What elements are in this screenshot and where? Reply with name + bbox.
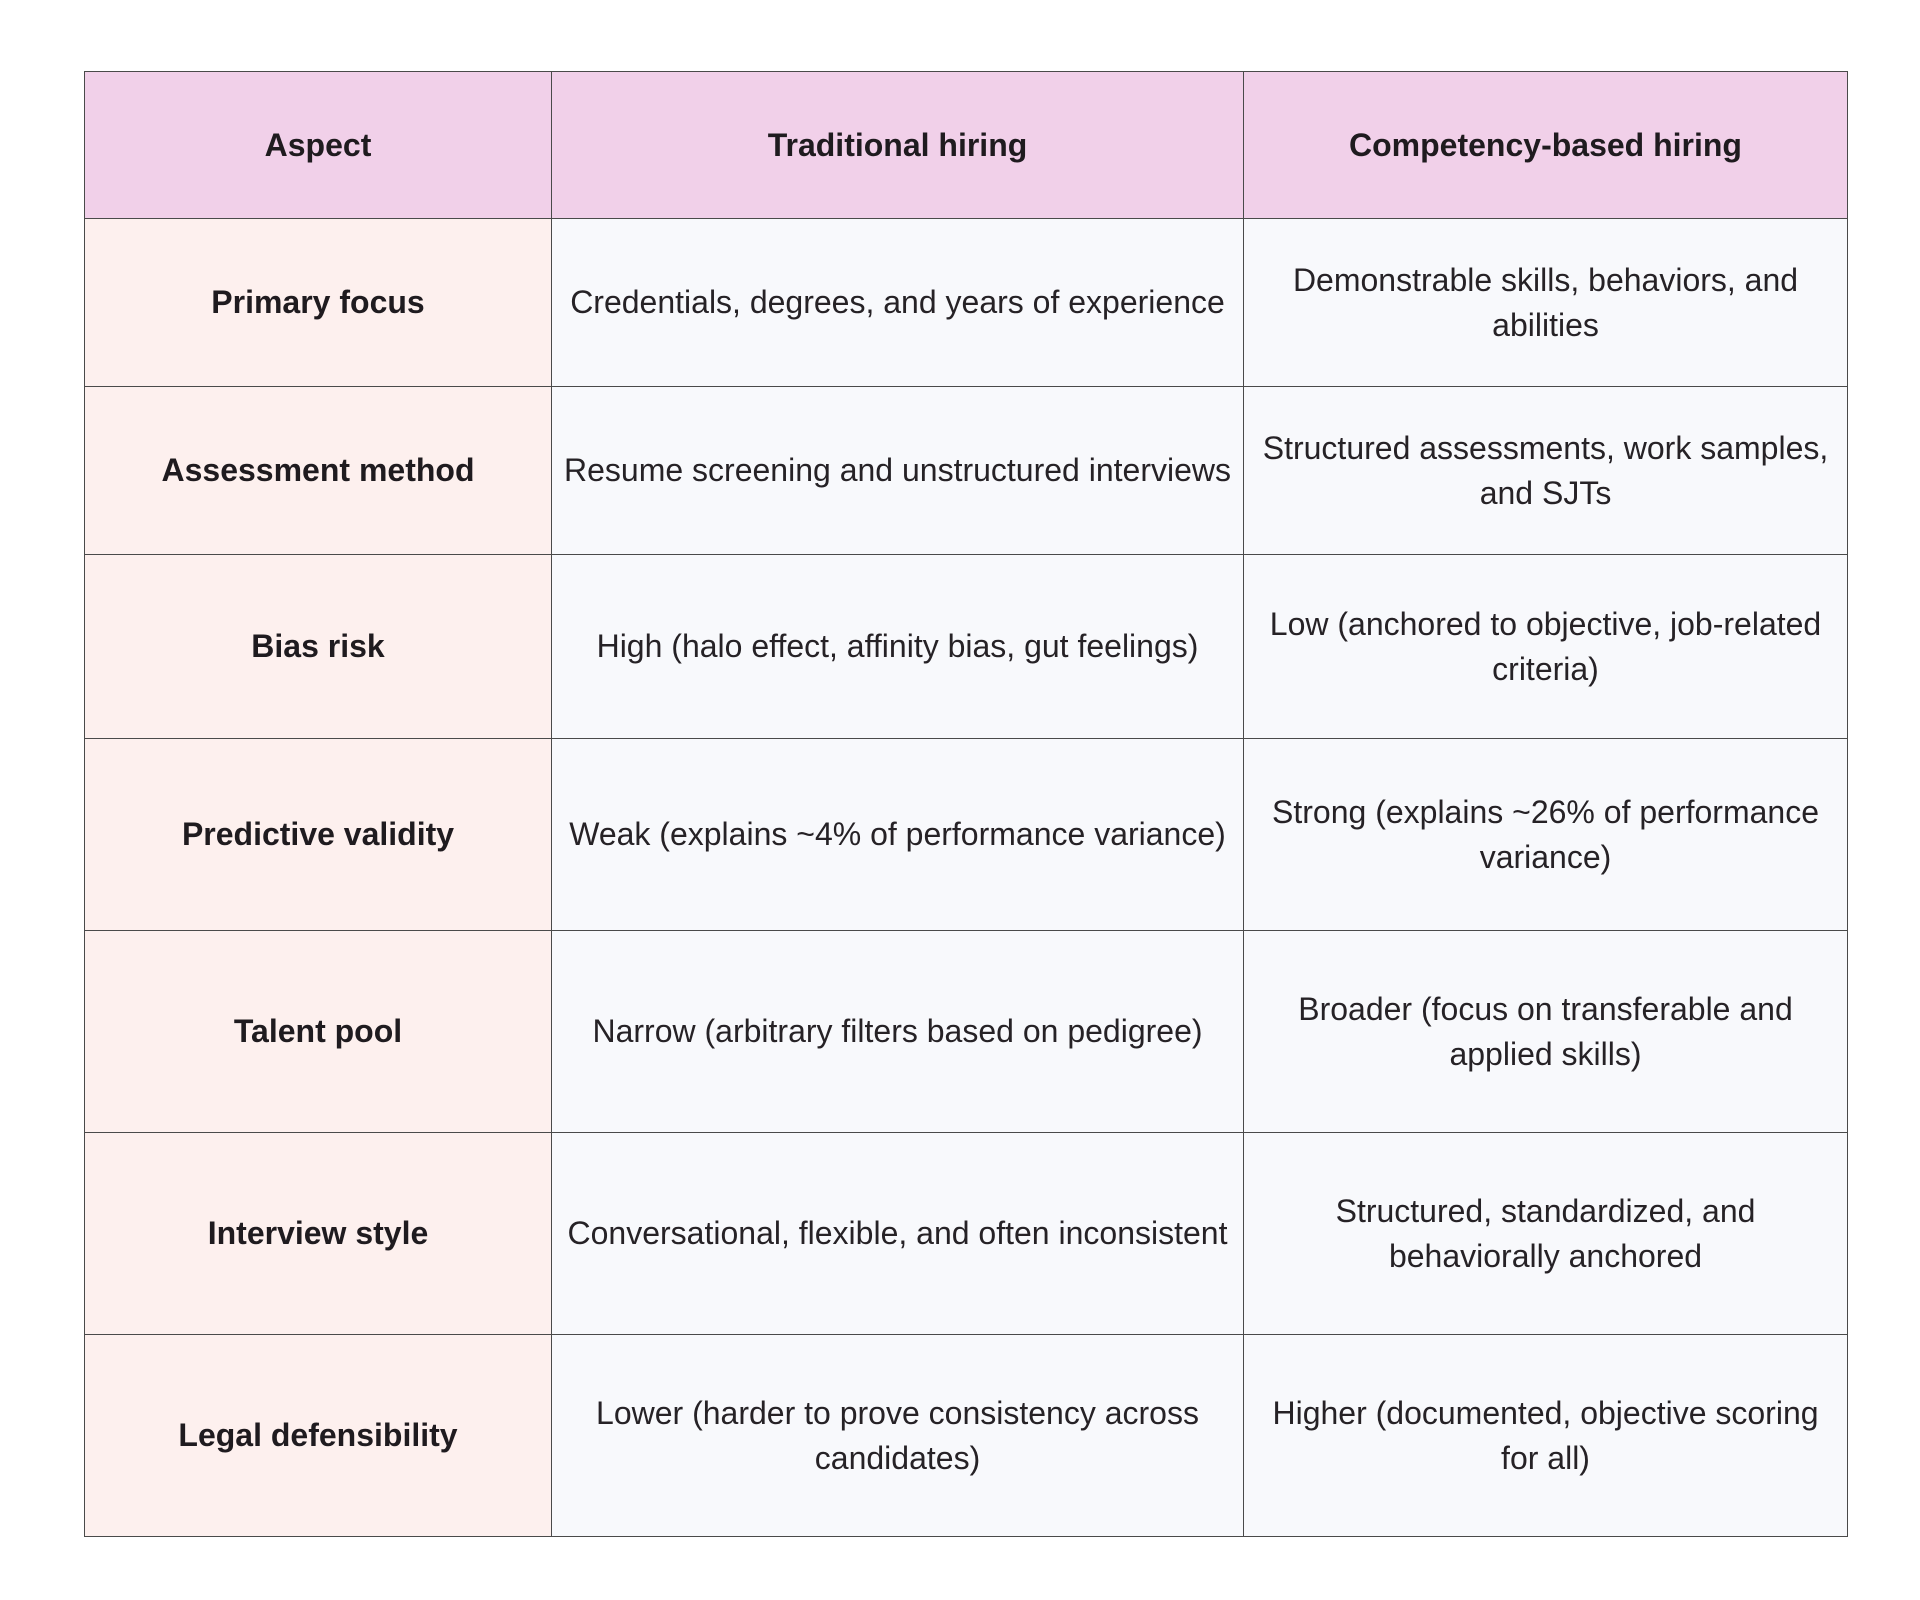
table-row <box>85 931 1848 1133</box>
row-aspect-cell: Talent pool <box>85 931 552 1133</box>
row-competency-cell: Higher (documented, objective scoring for all) <box>1244 1335 1848 1537</box>
row-competency-cell: Structured, standardized, and behaviorally anchored <box>1244 1133 1848 1335</box>
row-aspect-cell: Legal defensibility <box>85 1335 552 1537</box>
row-competency-cell: Broader (focus on transferable and applied skills) <box>1244 931 1848 1133</box>
table-row <box>85 387 1848 555</box>
row-competency-cell: Demonstrable skills, behaviors, and abilities <box>1244 219 1848 387</box>
header-row <box>85 72 1848 219</box>
header-competency-based-hiring: Competency-based hiring <box>1244 72 1848 219</box>
row-competency-cell: Low (anchored to objective, job-related criteria) <box>1244 555 1848 739</box>
table-row <box>85 1133 1848 1335</box>
table-header <box>85 72 1848 219</box>
row-aspect-cell: Interview style <box>85 1133 552 1335</box>
row-competency-cell: Strong (explains ~26% of performance variance) <box>1244 739 1848 931</box>
row-competency-cell: Structured assessments, work samples, and SJTs <box>1244 387 1848 555</box>
row-aspect-cell: Assessment method <box>85 387 552 555</box>
header-aspect: Aspect <box>85 72 552 219</box>
row-traditional-cell: Credentials, degrees, and years of experience <box>552 219 1244 387</box>
row-traditional-cell: Weak (explains ~4% of performance variance) <box>552 739 1244 931</box>
table-row <box>85 219 1848 387</box>
row-traditional-cell: High (halo effect, affinity bias, gut feelings) <box>552 555 1244 739</box>
row-aspect-cell: Predictive validity <box>85 739 552 931</box>
table-row <box>85 1335 1848 1537</box>
row-aspect-cell: Bias risk <box>85 555 552 739</box>
row-traditional-cell: Conversational, flexible, and often inconsistent <box>552 1133 1244 1335</box>
comparison-table <box>84 71 1848 1537</box>
header-traditional-hiring: Traditional hiring <box>552 72 1244 219</box>
table-body <box>85 219 1848 1537</box>
row-traditional-cell: Lower (harder to prove consistency across candidates) <box>552 1335 1244 1537</box>
row-traditional-cell: Resume screening and unstructured interviews <box>552 387 1244 555</box>
table-row <box>85 739 1848 931</box>
row-aspect-cell: Primary focus <box>85 219 552 387</box>
row-traditional-cell: Narrow (arbitrary filters based on pedigree) <box>552 931 1244 1133</box>
table-row <box>85 555 1848 739</box>
